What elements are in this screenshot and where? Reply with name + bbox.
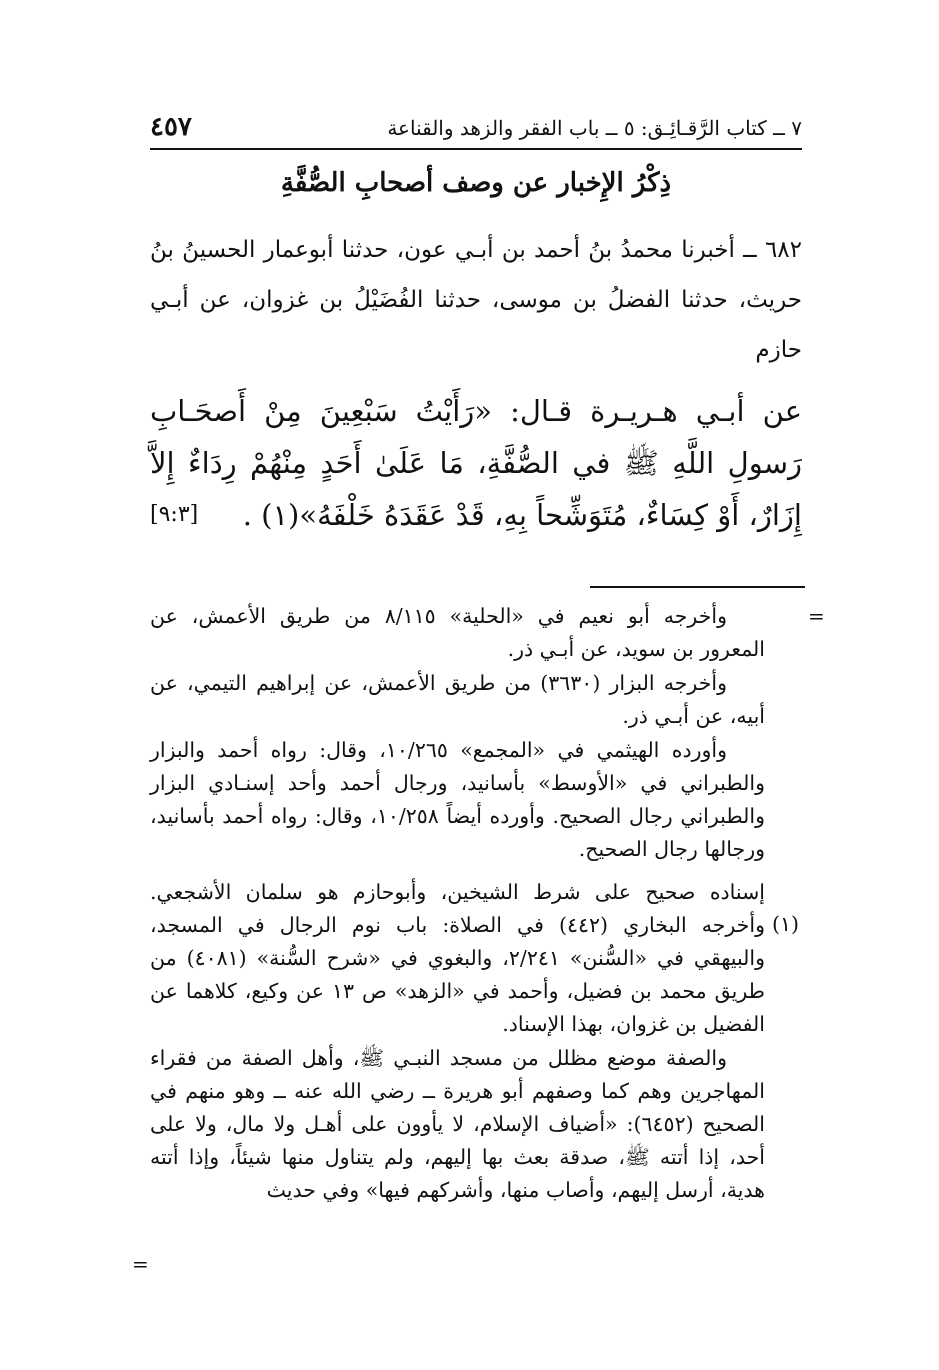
footnote-paragraph: وأخرجه البزار (٣٦٣٠) من طريق الأعمش، عن إبراهيم التيمي، عن أبيه، عن أبـي ذر. bbox=[150, 671, 765, 728]
page-number: ٤٥٧ bbox=[150, 112, 192, 142]
running-header bbox=[150, 98, 802, 150]
hadith-reference: [٩:٣] bbox=[150, 502, 199, 527]
footnote-paragraph: وأورده الهيثمي في «المجمع» ١٠/٢٦٥، وقال: رواه أحمد والبزار والطبراني في «الأوسط» بأسانيد، ورجال أحمد وأحد إسنـادي البزار والطبراني رجال الصحيح. وأورده أيضاً ١٠/٢٥٨، وقال: رواه أحمد بأسانيد، ورجالها رجال الصحيح. bbox=[150, 738, 766, 861]
continues-marker: = bbox=[132, 1252, 149, 1276]
footnote-divider bbox=[590, 586, 805, 588]
hadith-isnad: ٦٨٢ ــ أخبرنا محمدُ بنُ أحمد بن أبـي عون، حدثنا أبوعمار الحسينُ بنُ حريث، حدثنا الفضلُ بن موسى، حدثنا الفُضَيْلُ بن غزوان، عن أبـي حازم bbox=[150, 237, 802, 363]
footnote-1-paragraph: إسناده صحيح على شرط الشيخين، وأبوحازم هو سلمان الأشجعي. وأخرجه البخاري (٤٤٢) في الصلاة: باب نوم الرجال في المسجد، والبيهقي في «السُّنن» ٢/٢٤١، والبغوي في «شرح السُّنة» (٤٠٨١) من طريق محمد بن فضيل، وأحمد في «الزهد» ص ١٣ عن وكيع، كلاهما عن الفضيل بن غزوان، بهذا الإسناد. bbox=[150, 880, 766, 1036]
section-heading: ذِكْرُ الإِخبار عن وصف أصحابِ الصُّفَّةِ bbox=[280, 168, 672, 198]
continuation-marker: = bbox=[808, 604, 825, 628]
footnote-1-paragraph: والصفة موضع مظلل من مسجد النبـي ﷺ، وأهل الصفة من فقراء المهاجرين وهم كما وصفهم أبو هريرة ــ رضي الله عنه ــ وهو منهم في الصحيح (٦٤٥٢): «أضياف الإسلام، لا يأوون على أهـل ولا مال، ولا على أحد، إذا أتته ﷺ، صدقة بعث بها إليهم، ولم يتناول منها شيئاً، وإذا أتته هدية، أرسل إليهم، وأصاب منها، وأشركهم فيها» وفي حديث bbox=[150, 1046, 765, 1202]
footnote-paragraph: وأخرجه أبو نعيم في «الحلية» ٨/١١٥ من طريق الأعمش، عن المعرور بن سويد، عن أبـي ذر. bbox=[150, 604, 765, 661]
hadith-matn-text: عن أبـي هـريـرة قـال: «رَأَيْتُ سَبْعِينَ مِنْ أَصحَـابِ رَسولِ اللَّهِ ﷺ في الصُّفَّةِ، مَا عَلَىٰ أَحَدٍ مِنْهُمْ رِدَاءٌ إِلاَّ إِزَارٌ، أَوْ كِسَاءٌ، مُتَوَشِّحاً بِهِ، قَدْ عَقَدَهُ خَلْفَهُ»(١) . bbox=[150, 394, 802, 532]
hadith-matn bbox=[150, 385, 802, 541]
footnotes bbox=[150, 600, 765, 1208]
footnote-number: (١) bbox=[772, 912, 800, 936]
running-title: ٧ ــ كتاب الرَّقـائِـق: ٥ ــ باب الفقر والزهد والقناعة bbox=[387, 116, 802, 140]
